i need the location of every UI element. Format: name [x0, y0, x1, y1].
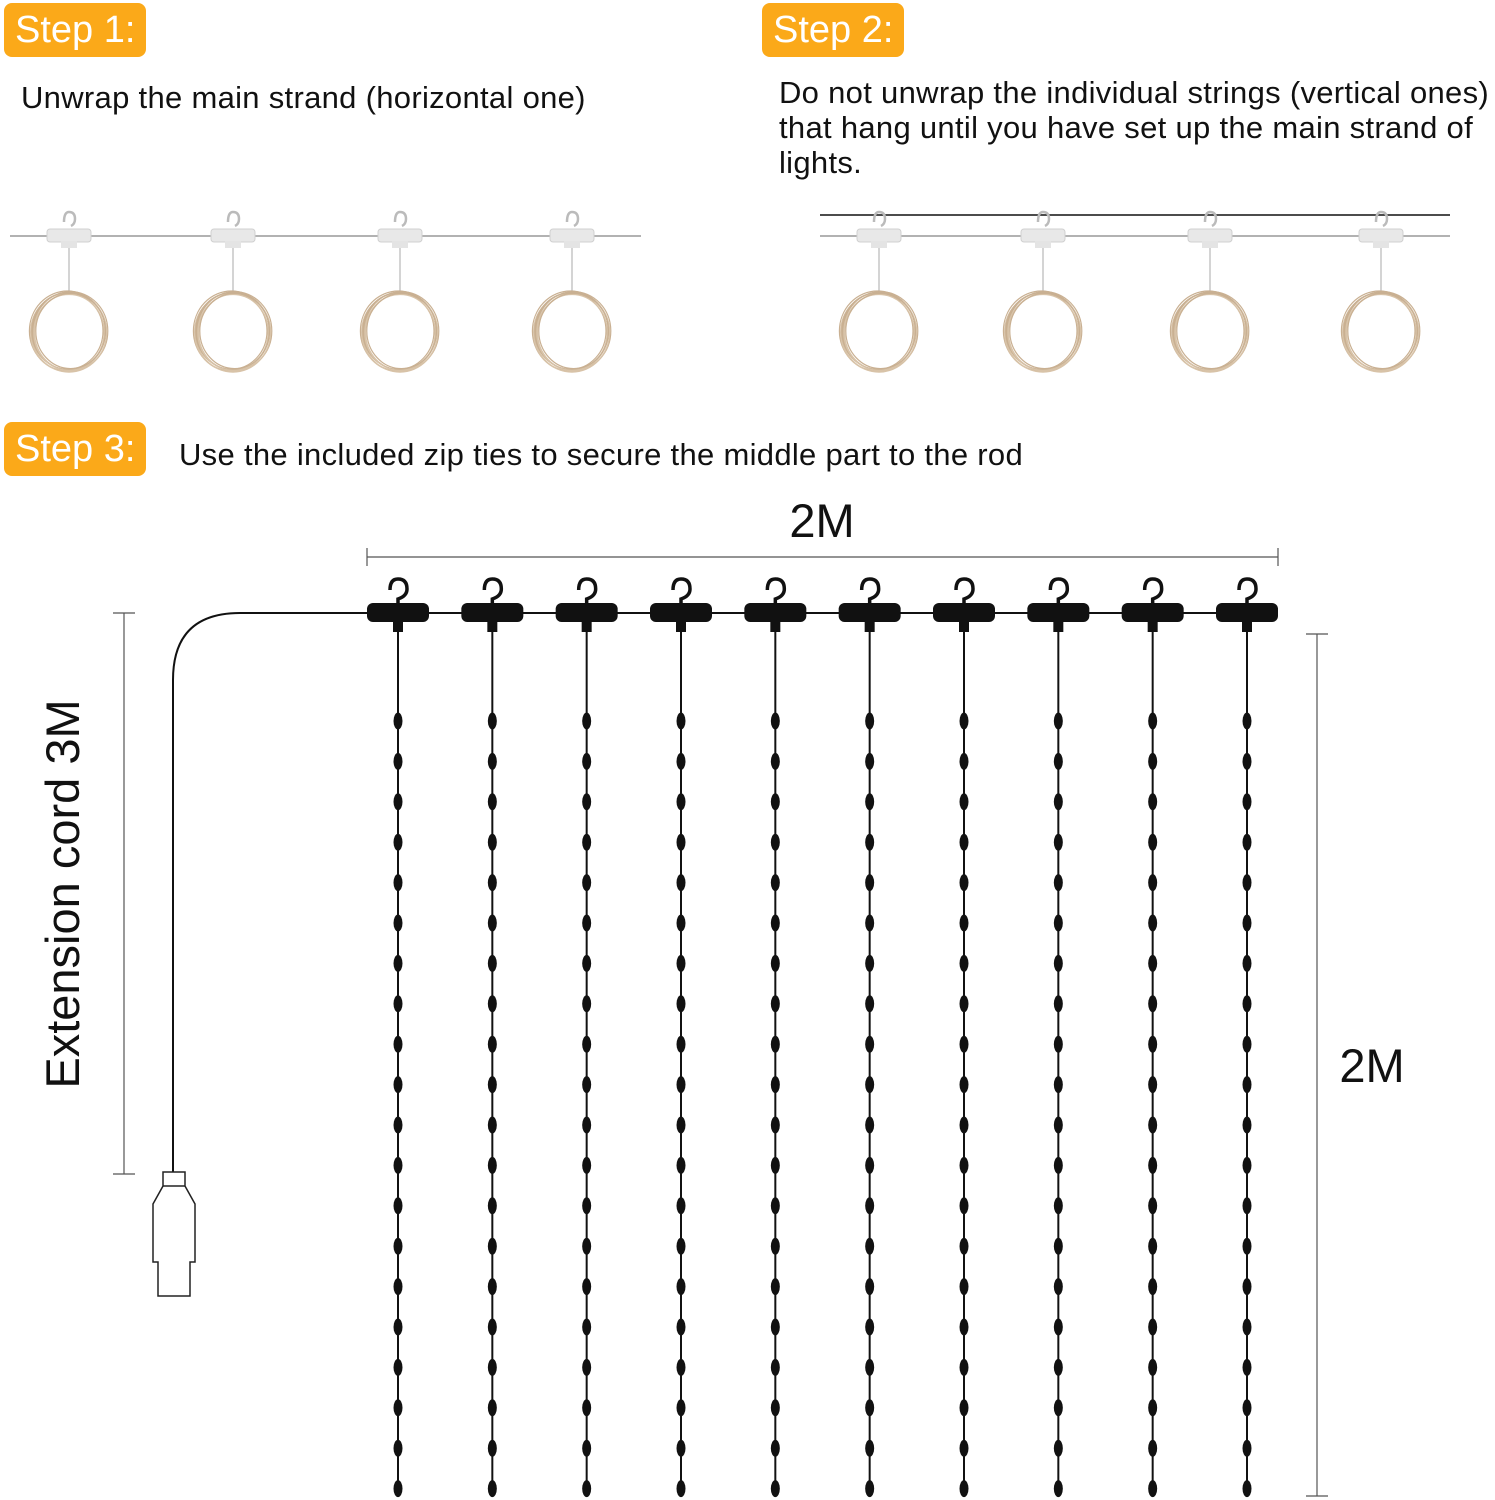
- led-bulb: [1054, 1440, 1063, 1457]
- led-bulb: [1148, 1359, 1157, 1376]
- led-bulb: [677, 1399, 686, 1416]
- led-bulb: [582, 1399, 591, 1416]
- led-bulb: [582, 834, 591, 851]
- led-bulb: [677, 1238, 686, 1255]
- led-bulb: [582, 1157, 591, 1174]
- led-bulb: [488, 995, 497, 1012]
- clip: [839, 603, 901, 622]
- hook-icon: [1050, 579, 1067, 606]
- hook-icon: [956, 579, 973, 606]
- led-bulb: [1243, 955, 1252, 972]
- led-bulb: [394, 1117, 403, 1134]
- led-bulb: [488, 1440, 497, 1457]
- led-bulb: [960, 1117, 969, 1134]
- led-bulb: [960, 1399, 969, 1416]
- led-bulb: [582, 1197, 591, 1214]
- led-bulb: [677, 915, 686, 932]
- led-bulb: [960, 995, 969, 1012]
- led-bulb: [960, 1278, 969, 1295]
- led-bulb: [1243, 1278, 1252, 1295]
- led-bulb: [488, 834, 497, 851]
- led-bulb: [1148, 1036, 1157, 1053]
- led-bulb: [394, 1278, 403, 1295]
- step-1-badge: Step 1:: [4, 3, 146, 57]
- led-bulb: [1054, 1480, 1063, 1497]
- led-bulb: [488, 1480, 497, 1497]
- led-bulb: [865, 1440, 874, 1457]
- led-bulb: [1054, 874, 1063, 891]
- led-bulb: [1243, 1440, 1252, 1457]
- light-string: [1216, 579, 1278, 1497]
- led-bulb: [677, 1197, 686, 1214]
- led-bulb: [865, 1278, 874, 1295]
- led-bulb: [960, 1157, 969, 1174]
- hook-icon: [862, 579, 879, 606]
- led-bulb: [394, 1399, 403, 1416]
- led-bulb: [582, 915, 591, 932]
- led-bulb: [865, 713, 874, 730]
- led-bulb: [1054, 955, 1063, 972]
- step-2-text: Do not unwrap the individual strings (vertical ones) that hang until you have set up the main strand of lights.: [779, 75, 1489, 180]
- usb-plug-icon: [153, 1172, 195, 1296]
- hook-icon: [673, 579, 690, 606]
- hook-icon: [1145, 579, 1162, 606]
- led-bulb: [394, 834, 403, 851]
- hook-icon: [390, 579, 407, 606]
- led-bulb: [1148, 1117, 1157, 1134]
- led-bulb: [771, 1076, 780, 1093]
- led-bulb: [677, 834, 686, 851]
- led-bulb: [960, 1238, 969, 1255]
- led-bulb: [582, 1440, 591, 1457]
- led-bulb: [488, 1359, 497, 1376]
- led-bulb: [1054, 713, 1063, 730]
- led-bulb: [1054, 1076, 1063, 1093]
- led-bulb: [1148, 1197, 1157, 1214]
- clip: [367, 603, 429, 622]
- led-bulb: [1148, 1440, 1157, 1457]
- led-bulb: [582, 1238, 591, 1255]
- led-bulb: [1148, 753, 1157, 770]
- led-bulb: [771, 1319, 780, 1336]
- led-bulb: [1148, 1238, 1157, 1255]
- led-bulb: [960, 1197, 969, 1214]
- led-bulb: [1148, 995, 1157, 1012]
- led-bulb: [488, 1319, 497, 1336]
- led-bulb: [582, 753, 591, 770]
- width-label: 2M: [789, 494, 855, 547]
- light-string: [839, 579, 901, 1497]
- led-bulb: [488, 874, 497, 891]
- led-bulb: [1148, 793, 1157, 810]
- led-bulb: [865, 995, 874, 1012]
- led-bulb: [1243, 874, 1252, 891]
- led-bulb: [1243, 1117, 1252, 1134]
- led-bulb: [865, 793, 874, 810]
- led-bulb: [865, 834, 874, 851]
- clip: [650, 603, 712, 622]
- led-bulb: [771, 1480, 780, 1497]
- led-bulb: [960, 874, 969, 891]
- led-bulb: [1054, 1117, 1063, 1134]
- led-bulb: [394, 1238, 403, 1255]
- led-bulb: [677, 753, 686, 770]
- led-bulb: [1054, 1157, 1063, 1174]
- led-bulb: [771, 995, 780, 1012]
- led-bulb: [582, 1480, 591, 1497]
- led-bulb: [960, 713, 969, 730]
- led-bulb: [865, 1036, 874, 1053]
- led-bulb: [1148, 955, 1157, 972]
- led-bulb: [677, 1440, 686, 1457]
- led-bulb: [1148, 1319, 1157, 1336]
- led-bulb: [394, 1076, 403, 1093]
- led-bulb: [677, 1036, 686, 1053]
- led-bulb: [582, 1076, 591, 1093]
- led-bulb: [771, 1117, 780, 1134]
- led-bulb: [394, 1197, 403, 1214]
- led-bulb: [677, 713, 686, 730]
- cord-label: Extension cord 3M: [36, 699, 89, 1089]
- led-bulb: [771, 834, 780, 851]
- led-bulb: [394, 793, 403, 810]
- led-bulb: [865, 1076, 874, 1093]
- led-bulb: [1243, 1359, 1252, 1376]
- led-bulb: [865, 915, 874, 932]
- led-bulb: [960, 955, 969, 972]
- led-bulb: [1148, 915, 1157, 932]
- light-string: [461, 579, 523, 1497]
- led-bulb: [960, 793, 969, 810]
- led-bulb: [394, 1036, 403, 1053]
- led-bulb: [677, 955, 686, 972]
- led-bulb: [488, 1157, 497, 1174]
- led-bulb: [1148, 1076, 1157, 1093]
- led-bulb: [394, 1319, 403, 1336]
- led-bulb: [394, 753, 403, 770]
- height-dimension: [1306, 634, 1405, 1496]
- led-bulb: [865, 1157, 874, 1174]
- led-bulb: [1054, 1319, 1063, 1336]
- led-bulb: [1054, 1238, 1063, 1255]
- led-bulb: [960, 1036, 969, 1053]
- led-bulb: [394, 1359, 403, 1376]
- led-bulb: [960, 834, 969, 851]
- led-bulb: [677, 874, 686, 891]
- main-strand: [173, 613, 1278, 1172]
- light-string: [556, 579, 618, 1497]
- led-bulb: [1243, 1036, 1252, 1053]
- led-bulb: [771, 1238, 780, 1255]
- led-bulb: [865, 1197, 874, 1214]
- clip: [1216, 603, 1278, 622]
- led-bulb: [1243, 793, 1252, 810]
- led-bulb: [582, 713, 591, 730]
- led-bulb: [1243, 713, 1252, 730]
- hook-icon: [484, 579, 501, 606]
- led-bulb: [677, 1076, 686, 1093]
- led-bulb: [582, 1359, 591, 1376]
- led-bulb: [1243, 834, 1252, 851]
- led-bulb: [394, 713, 403, 730]
- led-bulb: [488, 1278, 497, 1295]
- led-bulb: [488, 1197, 497, 1214]
- led-bulb: [771, 915, 780, 932]
- led-bulb: [1054, 1399, 1063, 1416]
- led-bulb: [865, 874, 874, 891]
- led-bulb: [394, 995, 403, 1012]
- led-bulb: [1148, 1399, 1157, 1416]
- hook-icon: [1239, 579, 1256, 606]
- led-bulb: [1054, 1197, 1063, 1214]
- led-bulb: [960, 753, 969, 770]
- led-bulb: [1148, 1278, 1157, 1295]
- clip: [556, 603, 618, 622]
- led-bulb: [394, 874, 403, 891]
- led-bulb: [394, 1480, 403, 1497]
- hook-icon: [767, 579, 784, 606]
- led-bulb: [394, 1157, 403, 1174]
- step-2-badge: Step 2:: [762, 3, 904, 57]
- led-bulb: [960, 1076, 969, 1093]
- led-bulb: [1243, 1319, 1252, 1336]
- led-bulb: [771, 1036, 780, 1053]
- led-bulb: [488, 915, 497, 932]
- height-label: 2M: [1339, 1039, 1405, 1092]
- led-bulb: [1054, 1036, 1063, 1053]
- led-bulb: [677, 995, 686, 1012]
- led-bulb: [582, 1036, 591, 1053]
- led-bulb: [865, 1359, 874, 1376]
- led-bulb: [677, 793, 686, 810]
- light-string: [650, 579, 712, 1497]
- led-bulb: [865, 1238, 874, 1255]
- led-bulb: [1148, 1480, 1157, 1497]
- led-bulb: [582, 1278, 591, 1295]
- led-bulb: [582, 793, 591, 810]
- led-bulb: [1243, 1399, 1252, 1416]
- clip: [1027, 603, 1089, 622]
- led-bulb: [1054, 753, 1063, 770]
- led-bulb: [771, 1278, 780, 1295]
- led-bulb: [394, 1440, 403, 1457]
- led-bulb: [488, 1117, 497, 1134]
- clip: [933, 603, 995, 622]
- led-bulb: [865, 1399, 874, 1416]
- led-bulb: [677, 1359, 686, 1376]
- led-bulb: [582, 1319, 591, 1336]
- led-bulb: [677, 1319, 686, 1336]
- step-3-text: Use the included zip ties to secure the middle part to the rod: [179, 437, 1024, 472]
- light-string: [933, 579, 995, 1497]
- led-bulb: [771, 753, 780, 770]
- led-bulb: [771, 1157, 780, 1174]
- led-bulb: [677, 1157, 686, 1174]
- step-1-text: Unwrap the main strand (horizontal one): [21, 80, 586, 115]
- light-string: [744, 579, 806, 1497]
- clip: [461, 603, 523, 622]
- step-3-badge: Step 3:: [4, 422, 146, 476]
- led-bulb: [1148, 713, 1157, 730]
- clip: [1122, 603, 1184, 622]
- led-bulb: [960, 1440, 969, 1457]
- led-bulb: [1054, 995, 1063, 1012]
- light-string: [1122, 579, 1184, 1497]
- led-bulb: [394, 915, 403, 932]
- led-bulb: [488, 713, 497, 730]
- led-bulb: [1243, 1157, 1252, 1174]
- led-bulb: [582, 874, 591, 891]
- led-bulb: [677, 1117, 686, 1134]
- led-bulb: [1054, 793, 1063, 810]
- clip: [744, 603, 806, 622]
- cord-dimension: [36, 613, 135, 1174]
- led-bulb: [488, 1076, 497, 1093]
- led-bulb: [582, 1117, 591, 1134]
- led-bulb: [771, 1399, 780, 1416]
- led-bulb: [488, 1036, 497, 1053]
- led-bulb: [1243, 995, 1252, 1012]
- led-bulb: [771, 1359, 780, 1376]
- led-bulb: [1148, 874, 1157, 891]
- led-bulb: [865, 1480, 874, 1497]
- led-bulb: [1148, 1157, 1157, 1174]
- led-bulb: [1054, 915, 1063, 932]
- led-bulb: [1243, 1197, 1252, 1214]
- led-bulb: [865, 955, 874, 972]
- led-bulb: [1148, 834, 1157, 851]
- led-bulb: [488, 955, 497, 972]
- led-bulb: [1054, 1278, 1063, 1295]
- led-bulb: [865, 1319, 874, 1336]
- led-bulb: [677, 1480, 686, 1497]
- led-bulb: [1054, 834, 1063, 851]
- led-bulb: [771, 793, 780, 810]
- width-dimension: [367, 494, 1278, 566]
- led-bulb: [488, 753, 497, 770]
- led-bulb: [488, 1399, 497, 1416]
- led-bulb: [1243, 1076, 1252, 1093]
- led-bulb: [1243, 1238, 1252, 1255]
- led-bulb: [582, 955, 591, 972]
- led-bulb: [960, 915, 969, 932]
- led-bulb: [865, 1117, 874, 1134]
- led-bulb: [771, 713, 780, 730]
- led-bulb: [771, 1197, 780, 1214]
- led-bulb: [960, 1359, 969, 1376]
- led-bulb: [960, 1480, 969, 1497]
- led-bulb: [960, 1319, 969, 1336]
- led-bulb: [771, 874, 780, 891]
- led-bulb: [488, 1238, 497, 1255]
- led-bulb: [1054, 1359, 1063, 1376]
- hook-icon: [579, 579, 596, 606]
- led-bulb: [488, 793, 497, 810]
- led-bulb: [771, 955, 780, 972]
- light-string: [367, 579, 429, 1497]
- led-bulb: [1243, 1480, 1252, 1497]
- led-bulb: [582, 995, 591, 1012]
- led-bulb: [771, 1440, 780, 1457]
- light-string: [1027, 579, 1089, 1497]
- led-bulb: [677, 1278, 686, 1295]
- led-bulb: [865, 753, 874, 770]
- led-bulb: [1243, 753, 1252, 770]
- led-bulb: [394, 955, 403, 972]
- led-bulb: [1243, 915, 1252, 932]
